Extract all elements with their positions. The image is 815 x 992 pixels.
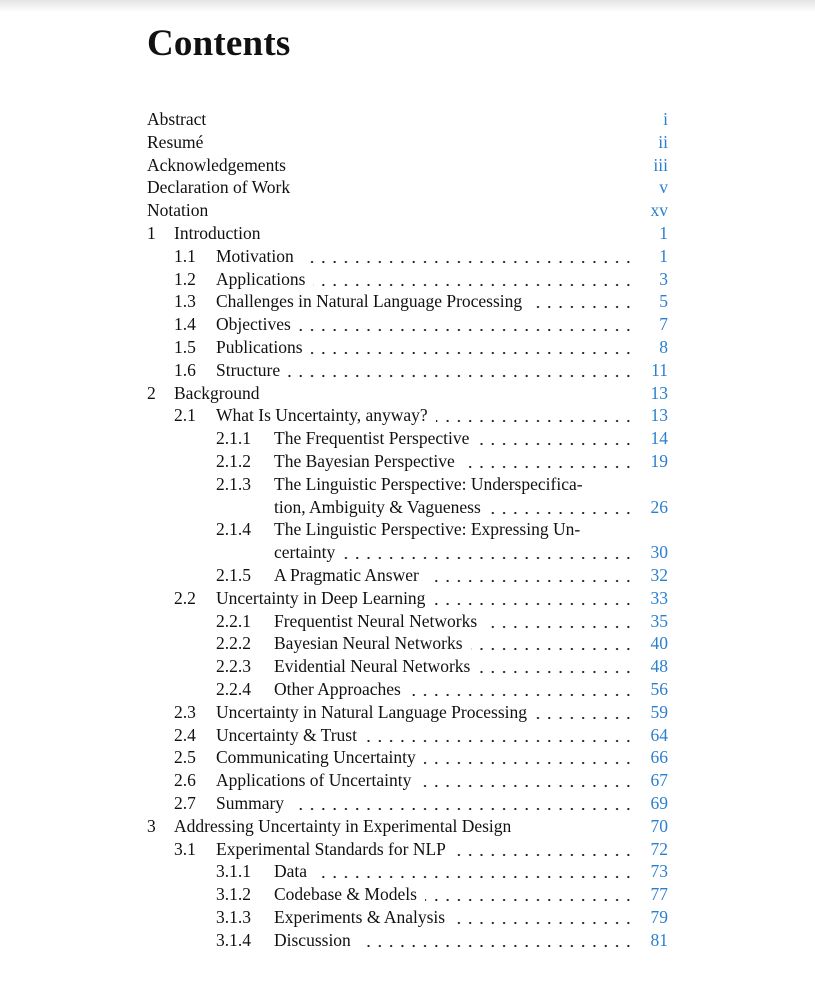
toc-page-number-link[interactable]: 32: [650, 564, 668, 585]
toc-page-number-link[interactable]: 13: [650, 382, 668, 403]
toc-entry-title[interactable]: Challenges in Natural Language Processing: [216, 291, 523, 312]
toc-entry[interactable]: [147, 792, 668, 815]
toc-entry-number: 2.3: [174, 701, 196, 722]
toc-page-number-link[interactable]: 69: [650, 792, 668, 813]
toc-entry-number: 2.7: [174, 792, 196, 813]
toc-entry-title[interactable]: Codebase & Models: [274, 884, 417, 905]
toc-page-number-link[interactable]: 1: [659, 222, 668, 243]
toc-entry-number: 1: [147, 222, 156, 243]
toc-page-number-link[interactable]: 26: [650, 496, 668, 517]
toc-entry[interactable]: [147, 290, 668, 313]
toc-entry-number: 2.1.2: [216, 450, 251, 471]
toc-entry-title[interactable]: Abstract: [147, 109, 207, 129]
dot-leader: [313, 268, 634, 291]
toc-entry-title[interactable]: Addressing Uncertainty in Experimental Design: [174, 815, 512, 836]
toc-entry-title[interactable]: Applications of Uncertainty: [216, 770, 412, 791]
toc-entry-title[interactable]: Uncertainty & Trust: [216, 724, 357, 745]
toc-entry-number: 1.2: [174, 268, 196, 289]
toc-entry-title[interactable]: Uncertainty in Deep Learning: [216, 587, 426, 608]
toc-page-number-link[interactable]: 70: [650, 815, 668, 836]
toc-entry[interactable]: [147, 632, 668, 655]
toc-page-number-link[interactable]: 1: [659, 245, 668, 266]
toc-page-number-link[interactable]: 11: [651, 359, 668, 380]
dot-leader: [409, 678, 634, 701]
toc-entry[interactable]: [147, 382, 668, 405]
dot-leader: [419, 769, 634, 792]
toc-entry[interactable]: [147, 587, 668, 610]
dot-leader: [359, 929, 634, 952]
toc-page-number-link[interactable]: 73: [650, 861, 668, 882]
dot-leader: [427, 564, 634, 587]
toc-entry-title[interactable]: tion, Ambiguity & Vagueness: [274, 496, 481, 517]
toc-page-number-link[interactable]: 5: [659, 291, 668, 312]
toc-entry-number: 3: [147, 815, 156, 836]
toc-page-number-link[interactable]: 8: [659, 336, 668, 357]
toc-entry-number: 2.1: [174, 405, 196, 426]
dot-leader: [471, 632, 634, 655]
toc-page-number-link[interactable]: 59: [650, 701, 668, 722]
toc-page-number-link[interactable]: 7: [659, 314, 668, 335]
toc-entry-title[interactable]: Uncertainty in Natural Language Processing: [216, 701, 528, 722]
toc-entry[interactable]: [147, 769, 668, 792]
page-title: Contents: [147, 23, 291, 64]
dot-leader: [454, 838, 634, 861]
toc-entry-number: 3.1.2: [216, 884, 251, 905]
toc-entry-title[interactable]: Acknowledgements: [147, 154, 286, 175]
toc-entry-number: 3.1.4: [216, 929, 251, 950]
toc-entry[interactable]: [147, 154, 668, 177]
toc-page-number-link[interactable]: xv: [650, 200, 668, 221]
toc-entry-title[interactable]: Other Approaches: [274, 678, 401, 699]
toc-entry-number: 2.1.4: [216, 519, 251, 540]
toc-entry-title[interactable]: The Linguistic Perspective: Underspecifica-: [274, 473, 583, 494]
toc-entry[interactable]: [147, 131, 668, 154]
toc-entry-title[interactable]: Notation: [147, 200, 209, 221]
toc-entry[interactable]: [147, 724, 668, 747]
toc-entry[interactable]: [147, 245, 668, 268]
toc-entry-number: 1.6: [174, 359, 196, 380]
toc-entry-number: 2.4: [174, 724, 196, 745]
toc-entry[interactable]: [147, 929, 668, 952]
toc-entry[interactable]: [147, 610, 668, 633]
toc-entry-title[interactable]: The Bayesian Perspective: [274, 450, 455, 471]
toc-page-number-link[interactable]: 81: [650, 929, 668, 950]
toc-page-number-link[interactable]: 64: [650, 724, 668, 745]
toc-page-number-link[interactable]: 3: [659, 268, 668, 289]
toc-page-number-link[interactable]: 33: [650, 587, 668, 608]
toc-page-number-link[interactable]: v: [659, 177, 668, 198]
toc-page-number-link[interactable]: 40: [650, 633, 668, 654]
toc-entry-number: 2.1.5: [216, 564, 251, 585]
toc-entry-number: 3.1.3: [216, 906, 251, 927]
toc-entry-title[interactable]: Publications: [216, 336, 303, 357]
toc-page-number-link[interactable]: 67: [650, 770, 668, 791]
dot-leader: [302, 245, 634, 268]
toc-entry-number: 1.1: [174, 245, 196, 266]
toc-entry[interactable]: [147, 496, 668, 519]
toc-entry[interactable]: [147, 701, 668, 724]
toc-entry[interactable]: [147, 176, 668, 199]
toc-page-number-link[interactable]: 14: [650, 428, 668, 449]
toc-page-number-link[interactable]: 56: [650, 678, 668, 699]
toc-page-number-link[interactable]: ii: [658, 131, 668, 152]
toc-entry-title[interactable]: Bayesian Neural Networks: [274, 633, 463, 654]
toc-entry-title[interactable]: Summary: [216, 792, 285, 813]
toc-page-number-link[interactable]: 30: [650, 542, 668, 563]
toc-entry-title[interactable]: Applications: [216, 268, 306, 289]
dot-leader: [315, 860, 634, 883]
toc-entry[interactable]: [147, 906, 668, 929]
toc-entry-number: 2.2.4: [216, 678, 251, 699]
toc-page-number-link[interactable]: 77: [650, 884, 668, 905]
toc-entry[interactable]: [147, 473, 668, 496]
toc-entry[interactable]: [147, 883, 668, 906]
toc-entry-title[interactable]: Background: [174, 382, 260, 403]
toc-page-number-link[interactable]: iii: [653, 154, 668, 175]
toc-entry-title[interactable]: Experiments & Analysis: [274, 906, 446, 927]
toc-entry[interactable]: [147, 518, 668, 541]
toc-page-number-link[interactable]: 35: [650, 610, 668, 631]
toc-entry[interactable]: [147, 564, 668, 587]
toc-page-number-link[interactable]: 79: [650, 906, 668, 927]
toc-entry[interactable]: [147, 655, 668, 678]
toc-entry[interactable]: [147, 541, 668, 564]
toc-entry-title[interactable]: Motivation: [216, 245, 294, 266]
toc-entry[interactable]: [147, 222, 668, 245]
toc-page-number-link[interactable]: 13: [650, 405, 668, 426]
toc-page-number-link[interactable]: 48: [650, 656, 668, 677]
dot-leader: [478, 655, 634, 678]
toc-entry[interactable]: [147, 427, 668, 450]
toc-entry[interactable]: [147, 268, 668, 291]
toc-entry-number: 2.2.1: [216, 610, 251, 631]
dot-leader: [436, 404, 634, 427]
toc-entry-title[interactable]: Resumé: [147, 131, 204, 152]
toc-entry-number: 3.1.1: [216, 861, 251, 882]
toc-entry[interactable]: [147, 815, 668, 838]
toc-entry[interactable]: [147, 359, 668, 382]
toc-entry-number: 2.2: [174, 587, 196, 608]
toc-entry[interactable]: [147, 860, 668, 883]
table-of-contents: [147, 108, 668, 951]
toc-entry[interactable]: [147, 108, 668, 131]
toc-entry-number: 2.1.1: [216, 428, 251, 449]
toc-entry-title[interactable]: Declaration of Work: [147, 177, 291, 198]
toc-entry-title[interactable]: Frequentist Neural Networks: [274, 610, 478, 631]
dot-leader: [485, 610, 634, 633]
toc-entry-title[interactable]: The Frequentist Perspective: [274, 428, 470, 449]
toc-entry[interactable]: [147, 199, 668, 222]
dot-leader: [288, 359, 634, 382]
toc-entry-number: 2: [147, 382, 156, 403]
toc-entry-number: 1.5: [174, 336, 196, 357]
toc-entry-title[interactable]: certainty: [274, 542, 336, 563]
toc-entry[interactable]: [147, 678, 668, 701]
toc-entry-number: 2.1.3: [216, 473, 251, 494]
toc-entry-number: 2.2.3: [216, 656, 251, 677]
toc-entry-number: 2.2.2: [216, 633, 251, 654]
toc-entry-title[interactable]: Introduction: [174, 222, 261, 243]
dot-leader: [292, 792, 634, 815]
toc-entry-title[interactable]: Objectives: [216, 314, 291, 335]
toc-entry-title[interactable]: Evidential Neural Networks: [274, 656, 471, 677]
dot-leader: [489, 496, 634, 519]
toc-entry-number: 1.4: [174, 314, 196, 335]
dot-leader: [343, 541, 634, 564]
toc-entry-number: 3.1: [174, 838, 196, 859]
toc-entry-title[interactable]: Structure: [216, 359, 281, 380]
toc-page-number-link[interactable]: 72: [650, 838, 668, 859]
dot-leader: [365, 724, 634, 747]
toc-entry-title[interactable]: A Pragmatic Answer: [274, 564, 419, 585]
toc-entry[interactable]: [147, 450, 668, 473]
toc-entry[interactable]: [147, 746, 668, 769]
toc-entry[interactable]: [147, 336, 668, 359]
toc-page-number-link[interactable]: 19: [650, 450, 668, 471]
toc-entry-title[interactable]: What Is Uncertainty, anyway?: [216, 405, 428, 426]
dot-leader: [535, 701, 634, 724]
toc-entry-title[interactable]: Discussion: [274, 929, 351, 950]
toc-entry-title[interactable]: The Linguistic Perspective: Expressing Un-: [274, 519, 581, 540]
dot-leader: [453, 906, 634, 929]
dot-leader: [477, 427, 634, 450]
dot-leader: [311, 336, 634, 359]
dot-leader: [530, 290, 634, 313]
toc-entry-title[interactable]: Experimental Standards for NLP: [216, 838, 446, 859]
toc-entry-number: 2.5: [174, 747, 196, 768]
dot-leader: [424, 746, 634, 769]
toc-entry-title[interactable]: Communicating Uncertainty: [216, 747, 416, 768]
toc-entry[interactable]: [147, 838, 668, 861]
toc-entry-title[interactable]: Data: [274, 861, 308, 882]
toc-entry[interactable]: [147, 404, 668, 427]
toc-page-number-link[interactable]: i: [663, 109, 668, 129]
toc-entry-number: 2.6: [174, 770, 196, 791]
dot-leader: [433, 587, 634, 610]
toc-page-number-link[interactable]: 66: [650, 747, 668, 768]
dot-leader: [463, 450, 634, 473]
dot-leader: [299, 313, 634, 336]
toc-entry[interactable]: [147, 313, 668, 336]
viewer-top-shadow: [0, 0, 815, 12]
toc-entry-number: 1.3: [174, 291, 196, 312]
dot-leader: [425, 883, 634, 906]
